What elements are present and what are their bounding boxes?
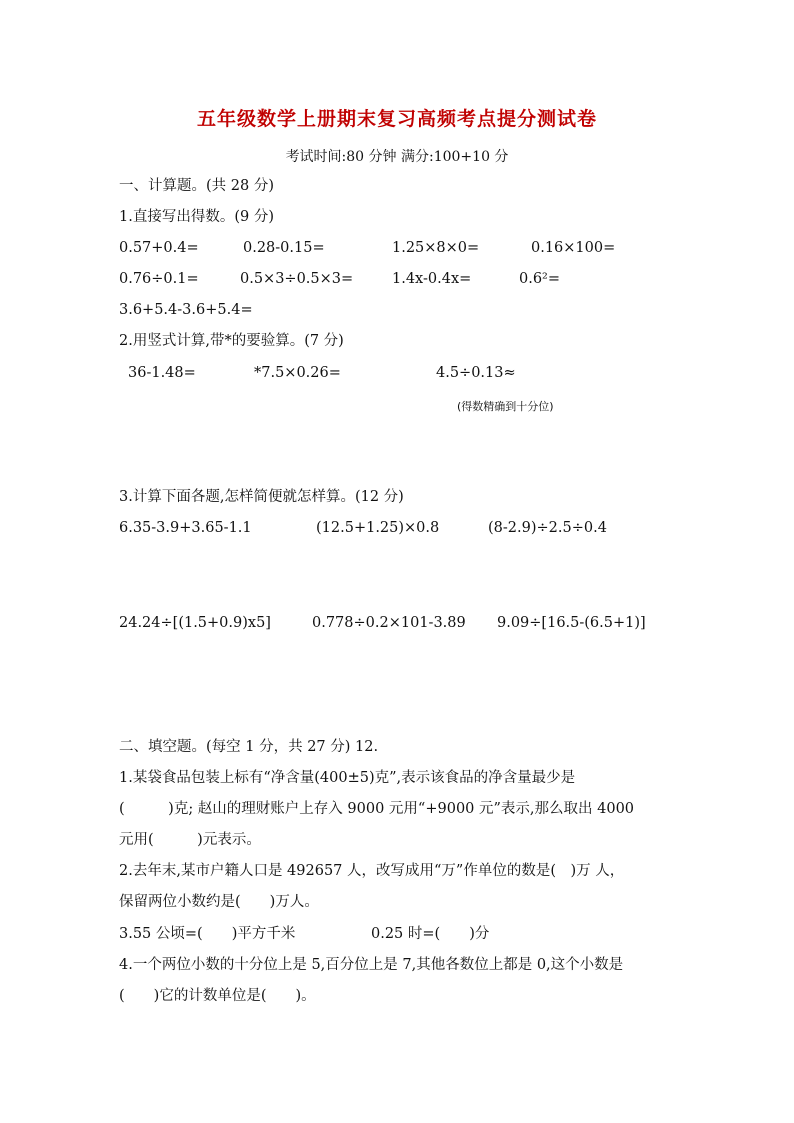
q1-heading: 1.直接写出得数。(9 分) — [119, 209, 274, 225]
q3-item: (12.5+1.25)×0.8 — [316, 520, 440, 536]
q1-item: 0.76÷0.1= — [119, 271, 199, 287]
q1-item: 1.4x-0.4x= — [392, 271, 472, 287]
q1-item: 0.57+0.4= — [119, 240, 199, 256]
q2-item: 4.5÷0.13≈ — [436, 365, 516, 381]
q1-item: 0.28-0.15= — [243, 240, 325, 256]
q1-item: 0.5×3÷0.5×3= — [240, 271, 354, 287]
exam-info: 考试时间:80 分钟 满分:100+10 分 — [285, 149, 509, 165]
q3-item: (8-2.9)÷2.5÷0.4 — [488, 520, 607, 536]
section2-heading: 二、填空题。(每空 1 分，共 27 分) 12. — [119, 739, 379, 755]
fill-line: 3.55 公顷=( )平方千米 — [119, 926, 296, 942]
page-title: 五年级数学上册期末复习高频考点提分测试卷 — [196, 108, 597, 130]
q1-item: 0.16×100= — [531, 240, 616, 256]
fill-line: ( )克; 赵山的理财账户上存入 9000 元用“+9000 元”表示,那么取出 4000 — [119, 801, 635, 817]
fill-line: 4.一个两位小数的十分位上是 5,百分位上是 7,其他各数位上都是 0,这个小数是 — [119, 957, 624, 973]
fill-line: 0.25 时=( )分 — [371, 926, 490, 942]
q2-heading: 2.用竖式计算,带*的要验算。(7 分) — [119, 333, 344, 349]
fill-line: 2.去年末,某市户籍人口是 492657 人，改写成用“万”作单位的数是( )万 人， — [119, 863, 625, 879]
fill-line: 保留两位小数约是( )万人。 — [119, 894, 319, 910]
fill-line: ( )它的计数单位是( )。 — [119, 988, 316, 1004]
section1-heading: 一、计算题。(共 28 分) — [119, 178, 274, 194]
q3-item: 9.09÷[16.5-(6.5+1)] — [497, 615, 646, 631]
q2-item: 36-1.48= — [128, 365, 196, 381]
fill-line: 1.某袋食品包装上标有“净含量(400±5)克”,表示该食品的净含量最少是 — [119, 770, 576, 786]
q1-item: 1.25×8×0= — [392, 240, 480, 256]
q2-item: *7.5×0.26= — [254, 365, 341, 381]
q1-item: 3.6+5.4-3.6+5.4= — [119, 302, 253, 318]
q1-item: 0.6²= — [519, 271, 561, 287]
q3-heading: 3.计算下面各题,怎样简便就怎样算。(12 分) — [119, 489, 404, 505]
q3-item: 24.24÷[(1.5+0.9)x5] — [119, 615, 271, 631]
q3-item: 0.778÷0.2×101-3.89 — [312, 615, 466, 631]
q3-item: 6.35-3.9+3.65-1.1 — [119, 520, 252, 536]
q2-note: (得数精确到十分位) — [457, 400, 554, 413]
fill-line: 元用( )元表示。 — [119, 832, 261, 848]
